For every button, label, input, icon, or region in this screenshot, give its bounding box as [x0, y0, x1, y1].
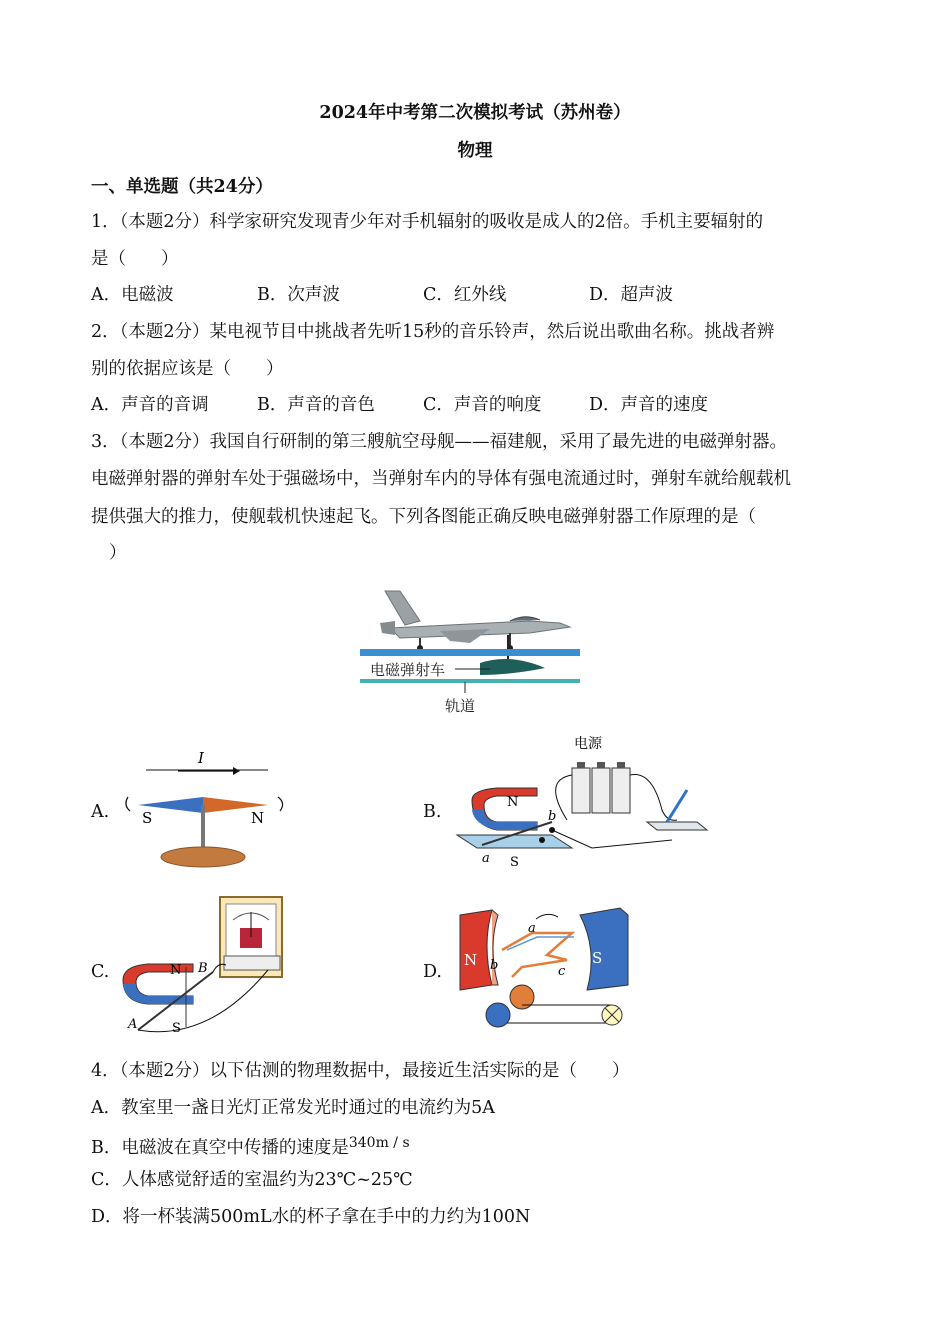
wire-b-label: b	[548, 809, 557, 824]
label-track: 轨道	[445, 697, 476, 715]
q2-option-c[interactable]: C．声音的响度	[423, 395, 542, 415]
magnet-c-s-label: S	[172, 1021, 181, 1036]
magnet-s-label: S	[510, 855, 519, 870]
coil-b-label: b	[490, 958, 499, 973]
q3-option-c-label[interactable]: C.	[91, 962, 110, 982]
galvanometer-icon	[220, 897, 282, 977]
catapult-cart	[480, 659, 545, 675]
battery-icon	[572, 762, 630, 813]
current-arrow-icon	[233, 767, 240, 775]
q2-option-d[interactable]: D．声音的速度	[589, 395, 709, 415]
magnet-d-n-label: N	[464, 951, 478, 969]
label-cart: 电磁弹射车	[370, 661, 446, 679]
q3-stem-line4: ）	[109, 543, 127, 563]
upper-track-bar	[360, 649, 580, 656]
fig-a-compass[interactable]	[118, 745, 298, 870]
q3-option-d-label[interactable]: D.	[423, 962, 442, 982]
motor-base	[457, 835, 572, 848]
magnet-c-n-label: N	[170, 963, 182, 978]
fighter-jet-image	[380, 591, 570, 651]
q1-option-b[interactable]: B．次声波	[257, 285, 340, 305]
fig-b-motor-circuit[interactable]	[452, 730, 722, 870]
compass-base	[161, 847, 245, 867]
magnet-n-label: N	[507, 795, 519, 810]
q4-option-d[interactable]: D．将一杯装满500mL水的杯子拿在手中的力约为100N	[91, 1207, 531, 1227]
magnet-d-n	[460, 910, 492, 990]
q3-stem-line3: 提供强大的推力，使舰载机快速起飞。下列各图能正确反映电磁弹射器工作原理的是（	[91, 507, 756, 527]
q2-stem-line2: 别的依据应该是（ ）	[91, 359, 284, 379]
magnet-d-s-label: S	[592, 949, 603, 967]
switch-icon	[647, 790, 707, 830]
current-label: I	[198, 749, 204, 767]
q1-option-d[interactable]: D．超声波	[589, 285, 674, 305]
lower-track-bar	[360, 679, 580, 683]
rod-a-label: A	[128, 1017, 138, 1032]
q3-stem-line1: 3．（本题2分）我国自行研制的第三艘航空母舰——福建舰，采用了最先进的电磁弹射器。	[91, 432, 788, 452]
needle-n-label: N	[251, 809, 265, 827]
power-source-label: 电源	[574, 736, 602, 752]
q4-option-b-unit: 340m / s	[348, 1135, 410, 1151]
fig-c-induction[interactable]	[118, 892, 298, 1042]
q3-option-b-label[interactable]: B.	[423, 802, 442, 822]
coil-c-label: c	[558, 964, 566, 979]
q4-option-b-text: B．电磁波在真空中传播的速度是	[91, 1138, 349, 1158]
section-heading: 一、单选题（共24分）	[91, 177, 273, 197]
q4-option-b[interactable]	[91, 1131, 410, 1160]
q2-option-a[interactable]: A．声音的音调	[91, 395, 209, 415]
q1-option-c[interactable]: C．红外线	[423, 285, 507, 305]
subject-title: 物理	[457, 141, 493, 161]
magnet-d-s	[580, 908, 628, 990]
q4-option-c[interactable]: C．人体感觉舒适的室温约为23℃~25℃	[91, 1170, 413, 1190]
q1-stem-line2: 是（ ）	[91, 249, 179, 269]
q3-option-a-label[interactable]: A.	[91, 802, 110, 822]
q1-option-a[interactable]: A．电磁波	[91, 285, 174, 305]
fig-d-generator[interactable]	[452, 905, 632, 1043]
q4-stem: 4．（本题2分）以下估测的物理数据中，最接近生活实际的是（ ）	[91, 1061, 630, 1081]
slip-ring-1	[486, 1003, 510, 1027]
q3-stem-line2: 电磁弹射器的弹射车处于强磁场中，当弹射车内的导体有强电流通过时，弹射车就给舰载机	[91, 469, 791, 489]
needle-s-label: S	[142, 809, 153, 827]
q2-option-b[interactable]: B．声音的音色	[257, 395, 375, 415]
q2-stem-line1: 2．（本题2分）某电视节目中挑战者先听15秒的音乐铃声，然后说出歌曲名称。挑战者辨	[91, 322, 775, 342]
coil-a-label: a	[528, 921, 536, 936]
rod-b-label: B	[198, 961, 208, 976]
catapult-figure	[360, 583, 600, 718]
page-title: 2024年中考第二次模拟考试（苏州卷）	[319, 103, 631, 123]
q1-stem-line1: 1．（本题2分）科学家研究发现青少年对手机辐射的吸收是成人的2倍。手机主要辐射的	[91, 212, 764, 232]
wire-a-label: a	[482, 851, 490, 866]
q4-option-a[interactable]: A．教室里一盏日光灯正常发光时通过的电流约为5A	[91, 1098, 495, 1118]
